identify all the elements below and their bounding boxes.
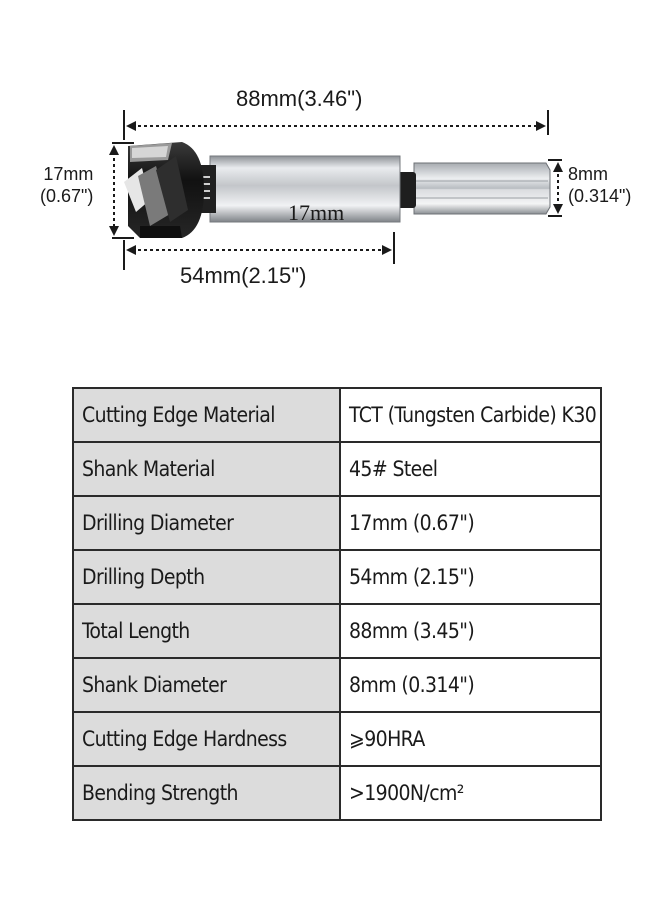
shank-diameter-label — [568, 163, 631, 207]
cutter-diameter-mm: 17mm — [43, 164, 94, 184]
spec-value: TCT (Tungsten Carbide) K30 — [340, 388, 601, 442]
shank-diameter-mm: 8mm — [568, 164, 608, 184]
tct-cutter-head — [124, 142, 204, 238]
spec-label: Shank Diameter — [73, 658, 340, 712]
total-length-label: 88mm(3.46") — [236, 86, 363, 111]
cutter-diameter-in: (0.67") — [40, 186, 94, 206]
table-row — [73, 388, 601, 442]
spec-value: 8mm (0.314") — [340, 658, 601, 712]
drill-bit-diagram — [0, 0, 660, 330]
spec-label: Total Length — [73, 604, 340, 658]
drilling-depth-label: 54mm(2.15") — [180, 263, 307, 288]
shank-marking-text: 17mm — [288, 200, 345, 225]
table-row — [73, 442, 601, 496]
hex-shank — [414, 163, 550, 214]
spec-label: Cutting Edge Material — [73, 388, 340, 442]
shank-diameter-in: (0.314") — [568, 186, 632, 206]
spec-value: 45# Steel — [340, 442, 601, 496]
total-length-dimension-line — [124, 110, 548, 140]
spec-label: Drilling Depth — [73, 550, 340, 604]
table-row — [73, 712, 601, 766]
spec-value: 17mm (0.67") — [340, 496, 601, 550]
spec-label: Drilling Diameter — [73, 496, 340, 550]
spec-label: Bending Strength — [73, 766, 340, 820]
spec-value: >1900N/cm² — [340, 766, 601, 820]
table-row — [73, 496, 601, 550]
spec-label: Shank Material — [73, 442, 340, 496]
table-row — [73, 766, 601, 820]
spec-value: 88mm (3.45") — [340, 604, 601, 658]
table-row — [73, 604, 601, 658]
table-row — [73, 658, 601, 712]
specification-table — [72, 387, 602, 821]
drill-bit-illustration — [0, 0, 660, 330]
spec-value: ⩾90HRA — [340, 712, 601, 766]
table-row — [73, 550, 601, 604]
spec-label: Cutting Edge Hardness — [73, 712, 340, 766]
cutter-diameter-label — [40, 163, 93, 207]
spec-value: 54mm (2.15") — [340, 550, 601, 604]
